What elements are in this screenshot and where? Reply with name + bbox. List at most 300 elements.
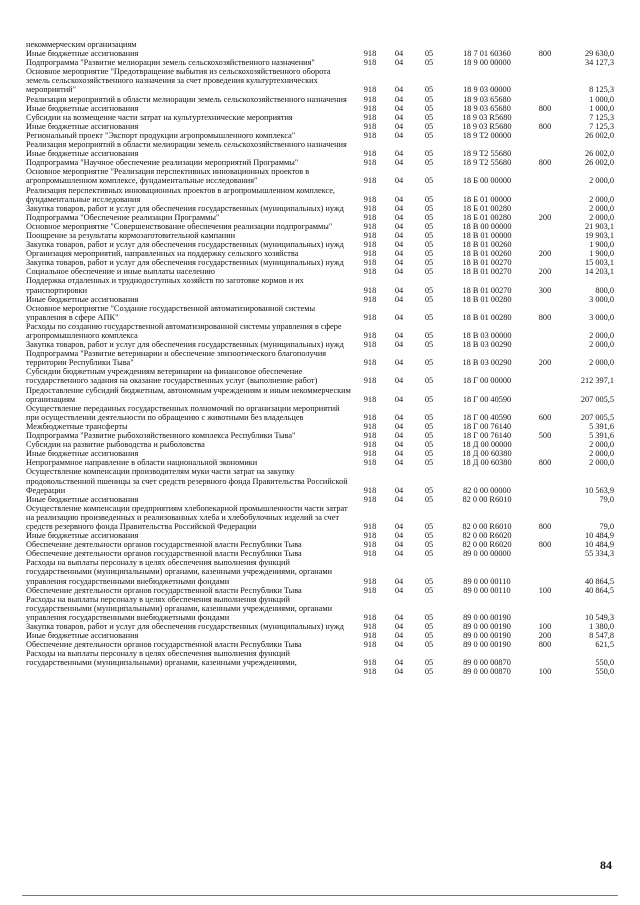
row-pr: 05 xyxy=(424,540,434,550)
row-name: Расходы на выплаты персоналу в целях обеспечения выполнения функций государственными (муниципальными) органами, казенными учреждениями, органами управления государственными внебюджетными фондами xyxy=(26,594,333,622)
row-rz: 04 xyxy=(394,576,404,586)
table-row xyxy=(26,649,614,667)
row-rz: 04 xyxy=(394,85,404,95)
table-row xyxy=(26,104,614,113)
table-row xyxy=(26,467,614,494)
table-row xyxy=(26,95,614,104)
row-sum: 40 864,5 xyxy=(584,585,614,595)
row-rz: 04 xyxy=(394,58,404,68)
row-csr: 18 9 T2 55680 xyxy=(462,158,512,168)
row-name: Закупка товаров, работ и услуг для обеспечения государственных (муниципальных) нужд xyxy=(26,340,344,350)
row-sum: 34 127,3 xyxy=(584,58,614,68)
row-csr: 18 В 01 00000 xyxy=(462,230,512,240)
row-vedom: 918 xyxy=(363,440,377,450)
row-sum: 1 000,0 xyxy=(589,103,614,113)
row-sum: 15 003,1 xyxy=(584,258,614,268)
row-csr: 89 0 00 00870 xyxy=(463,658,511,668)
row-vedom: 918 xyxy=(363,667,377,677)
row-csr: 18 Б 01 00280 xyxy=(462,203,512,213)
row-pr: 05 xyxy=(424,158,434,168)
row-vr: 800 xyxy=(538,540,552,550)
row-rz: 04 xyxy=(394,149,404,159)
row-csr: 18 В 03 00000 xyxy=(462,331,512,340)
row-pr: 05 xyxy=(424,240,434,250)
row-rz: 04 xyxy=(394,412,404,422)
row-vedom: 918 xyxy=(363,130,377,140)
row-csr: 18 9 03 65680 xyxy=(463,103,511,113)
table-row xyxy=(26,249,614,258)
table-row xyxy=(26,231,614,240)
row-pr: 05 xyxy=(424,340,434,350)
table-row xyxy=(26,140,614,149)
row-name: Расходы по созданию государственной автоматизированной системы управления в сфере агропромышленного комплекса xyxy=(26,321,342,340)
row-vr: 300 xyxy=(538,285,552,295)
row-name: Подпрограмма "Развитие мелиорации земель сельскохозяйственного назначения" xyxy=(26,58,315,68)
row-sum: 2 000,0 xyxy=(589,440,614,450)
row-pr: 05 xyxy=(424,612,434,622)
table-row xyxy=(26,322,614,340)
row-csr: 18 Б 01 00000 xyxy=(462,194,512,204)
row-pr: 05 xyxy=(424,94,434,104)
row-sum: 5 391,6 xyxy=(589,431,614,441)
row-pr: 05 xyxy=(424,458,434,468)
row-vedom: 918 xyxy=(363,331,377,340)
row-name: Социальное обеспечение и иные выплаты населению xyxy=(26,267,215,277)
row-sum: 29 630,0 xyxy=(584,49,614,59)
table-row xyxy=(26,367,614,385)
row-pr: 05 xyxy=(424,194,434,204)
row-rz: 04 xyxy=(394,285,404,295)
row-name: Иные бюджетные ассигнования xyxy=(26,49,139,59)
table-row xyxy=(26,267,614,276)
row-vedom: 918 xyxy=(363,212,377,222)
row-vr: 100 xyxy=(538,585,552,595)
row-vr: 800 xyxy=(538,121,552,131)
row-csr: 18 Д 00 60380 xyxy=(462,449,512,459)
row-vedom: 918 xyxy=(363,203,377,213)
row-name: Основное мероприятие "Предотвращение выбытия из сельскохозяйственного оборота земель сельскохозяйственного назначения за счет проведения культуртехнических мероприятий" xyxy=(26,67,331,95)
row-rz: 04 xyxy=(394,240,404,250)
table-row xyxy=(26,504,614,531)
row-sum: 7 125,3 xyxy=(589,121,614,131)
row-pr: 05 xyxy=(424,230,434,240)
row-vedom: 918 xyxy=(363,49,377,59)
table-row xyxy=(26,276,614,294)
row-csr: 89 0 00 00190 xyxy=(463,631,511,641)
table-row xyxy=(26,158,614,167)
row-rz: 04 xyxy=(394,440,404,450)
row-csr: 18 В 01 00280 xyxy=(462,312,512,322)
row-pr: 05 xyxy=(424,549,434,559)
bottom-rule xyxy=(22,895,618,896)
row-rz: 04 xyxy=(394,49,404,59)
row-rz: 04 xyxy=(394,612,404,622)
row-vedom: 918 xyxy=(363,412,377,422)
row-sum: 10 563,9 xyxy=(584,485,614,495)
row-csr: 89 0 00 00190 xyxy=(463,612,511,622)
table-row xyxy=(26,131,614,140)
row-csr: 18 Г 00 40590 xyxy=(462,394,512,404)
table-row xyxy=(26,404,614,422)
table-row xyxy=(26,204,614,213)
row-vr: 800 xyxy=(538,158,552,168)
row-sum: 550,0 xyxy=(595,658,614,668)
row-rz: 04 xyxy=(394,176,404,186)
row-name: Подпрограмма "Обеспечение реализации Программы" xyxy=(26,212,220,222)
row-csr: 18 9 03 00000 xyxy=(463,85,511,95)
row-sum: 8 547,8 xyxy=(589,631,614,641)
row-csr: 82 0 00 R6010 xyxy=(462,494,512,504)
row-sum: 5 391,6 xyxy=(589,421,614,431)
row-csr: 18 Д 00 60380 xyxy=(462,458,512,468)
row-vedom: 918 xyxy=(363,158,377,168)
row-name: Обеспечение деятельности органов государственной власти Республики Тыва xyxy=(26,585,302,595)
row-pr: 05 xyxy=(424,49,434,59)
row-csr: 82 0 00 R6020 xyxy=(462,540,512,550)
row-vr: 200 xyxy=(538,267,552,277)
row-name: Иные бюджетные ассигнования xyxy=(26,149,139,159)
row-vr: 800 xyxy=(538,312,552,322)
row-csr: 18 9 03 R5680 xyxy=(462,112,512,122)
table-row xyxy=(26,40,614,49)
row-sum: 2 000,0 xyxy=(589,331,614,340)
row-rz: 04 xyxy=(394,358,404,368)
table-row xyxy=(26,304,614,322)
row-sum: 10 549,3 xyxy=(584,612,614,622)
table-row xyxy=(26,213,614,222)
row-rz: 04 xyxy=(394,421,404,431)
row-sum: 621,5 xyxy=(595,640,614,650)
row-name: Закупка товаров, работ и услуг для обеспечения государственных (муниципальных) нужд xyxy=(26,240,344,250)
row-rz: 04 xyxy=(394,494,404,504)
table-row xyxy=(26,167,614,185)
row-vr: 800 xyxy=(538,49,552,59)
row-sum: 8 125,3 xyxy=(589,85,614,95)
row-sum: 79,0 xyxy=(599,521,614,531)
row-csr: 18 В 01 00260 xyxy=(462,240,512,250)
table-row xyxy=(26,113,614,122)
table-row xyxy=(26,67,614,94)
row-vedom: 918 xyxy=(363,421,377,431)
table-row xyxy=(26,540,614,549)
row-name: Обеспечение деятельности органов государственной власти Республики Тыва xyxy=(26,549,302,559)
row-rz: 04 xyxy=(394,640,404,650)
row-pr: 05 xyxy=(424,267,434,277)
row-pr: 05 xyxy=(424,121,434,131)
table-row xyxy=(26,558,614,585)
row-pr: 05 xyxy=(424,176,434,186)
row-vedom: 918 xyxy=(363,85,377,95)
row-rz: 04 xyxy=(394,622,404,631)
row-vedom: 918 xyxy=(363,121,377,131)
row-rz: 04 xyxy=(394,376,404,386)
row-sum: 14 203,1 xyxy=(584,267,614,277)
row-sum: 26 002,0 xyxy=(584,149,614,159)
row-csr: 82 0 00 R6020 xyxy=(462,531,512,541)
row-vedom: 918 xyxy=(363,221,377,231)
row-name: Подпрограмма "Научное обеспечение реализации мероприятий Программы" xyxy=(26,158,299,168)
row-vedom: 918 xyxy=(363,112,377,122)
table-row xyxy=(26,149,614,158)
row-csr: 89 0 00 00190 xyxy=(463,640,511,650)
row-vedom: 918 xyxy=(363,103,377,113)
row-vedom: 918 xyxy=(363,658,377,668)
row-name: Субсидии на развитие рыбоводства и рыболовства xyxy=(26,440,205,450)
row-vedom: 918 xyxy=(363,176,377,186)
row-sum: 1 900,0 xyxy=(589,240,614,250)
row-sum: 26 002,0 xyxy=(584,130,614,140)
row-vedom: 918 xyxy=(363,494,377,504)
row-vr: 100 xyxy=(538,622,552,631)
row-vedom: 918 xyxy=(363,622,377,631)
row-name: Основное мероприятие "Совершенствование обеспечения реализации подпрограммы" xyxy=(26,221,333,231)
row-pr: 05 xyxy=(424,667,434,677)
row-csr: 18 9 03 R5680 xyxy=(462,121,512,131)
row-pr: 05 xyxy=(424,221,434,231)
row-vedom: 918 xyxy=(363,521,377,531)
row-name: Иные бюджетные ассигнования xyxy=(26,494,139,504)
row-rz: 04 xyxy=(394,631,404,641)
row-pr: 05 xyxy=(424,331,434,340)
row-rz: 04 xyxy=(394,340,404,350)
row-name: Поддержка отдаленных и труднодоступных хозяйств по заготовке кормов и их транспортировки xyxy=(26,276,304,295)
table-row xyxy=(26,449,614,458)
row-rz: 04 xyxy=(394,540,404,550)
row-name: Закупка товаров, работ и услуг для обеспечения государственных (муниципальных) нужд xyxy=(26,203,344,213)
table-body xyxy=(26,40,614,677)
row-csr: 82 0 00 R6010 xyxy=(462,521,512,531)
row-sum: 7 125,3 xyxy=(589,112,614,122)
row-sum: 2 000,0 xyxy=(589,458,614,468)
row-vedom: 918 xyxy=(363,431,377,441)
row-csr: 18 Д 00 00000 xyxy=(462,440,512,450)
row-name: Основное мероприятие "Реализация перспективных инновационных проектов в агропромышленном комплексе, фундаментальные исследования" xyxy=(26,167,310,186)
row-name: Иные бюджетные ассигнования xyxy=(26,531,139,541)
row-vedom: 918 xyxy=(363,376,377,386)
row-name: Подпрограмма "Развитие рыбохозяйственного комплекса Республики Тыва" xyxy=(26,431,296,441)
row-pr: 05 xyxy=(424,376,434,386)
row-rz: 04 xyxy=(394,531,404,541)
table-row xyxy=(26,122,614,131)
row-vedom: 918 xyxy=(363,358,377,368)
row-csr: 18 В 01 00280 xyxy=(462,294,512,304)
table-row xyxy=(26,531,614,540)
row-pr: 05 xyxy=(424,249,434,259)
row-csr: 18 Г 00 00000 xyxy=(462,376,512,386)
row-vedom: 918 xyxy=(363,240,377,250)
row-rz: 04 xyxy=(394,203,404,213)
table-row xyxy=(26,386,614,404)
row-vedom: 918 xyxy=(363,585,377,595)
row-csr: 18 В 01 00260 xyxy=(462,249,512,259)
row-vedom: 918 xyxy=(363,312,377,322)
row-vedom: 918 xyxy=(363,285,377,295)
row-csr: 89 0 00 00110 xyxy=(463,585,511,595)
row-rz: 04 xyxy=(394,158,404,168)
row-sum: 21 903,1 xyxy=(584,221,614,231)
row-rz: 04 xyxy=(394,394,404,404)
row-pr: 05 xyxy=(424,585,434,595)
row-csr: 18 Г 00 76140 xyxy=(462,421,512,431)
row-pr: 05 xyxy=(424,358,434,368)
table-row xyxy=(26,186,614,204)
row-sum: 1 000,0 xyxy=(589,94,614,104)
row-vedom: 918 xyxy=(363,340,377,350)
row-rz: 04 xyxy=(394,331,404,340)
row-rz: 04 xyxy=(394,658,404,668)
row-sum: 2 000,0 xyxy=(589,358,614,368)
table-row xyxy=(26,422,614,431)
row-rz: 04 xyxy=(394,121,404,131)
row-sum: 550,0 xyxy=(595,667,614,677)
table-row xyxy=(26,440,614,449)
row-pr: 05 xyxy=(424,212,434,222)
row-vedom: 918 xyxy=(363,631,377,641)
row-name: Подпрограмма "Развитие ветеринарии и обеспечение эпизоотического благополучия территории Республики Тыва" xyxy=(26,349,327,368)
row-name: Реализация мероприятий в области мелиорации земель сельскохозяйственного назначения xyxy=(26,94,347,104)
row-name: Обеспечение деятельности органов государственной власти Республики Тыва xyxy=(26,640,302,650)
row-pr: 05 xyxy=(424,658,434,668)
row-sum: 10 484,9 xyxy=(584,531,614,541)
row-csr: 82 0 00 00000 xyxy=(463,485,511,495)
row-sum: 207 005,5 xyxy=(580,394,614,404)
row-pr: 05 xyxy=(424,149,434,159)
row-sum: 800,0 xyxy=(595,285,614,295)
row-name: Иные бюджетные ассигнования xyxy=(26,294,139,304)
row-rz: 04 xyxy=(394,449,404,459)
row-sum: 3 000,0 xyxy=(589,312,614,322)
row-name: Расходы на выплаты персоналу в целях обеспечения выполнения функций государственными (муниципальными) органами, казенными учреждениями, xyxy=(26,649,297,668)
table-row xyxy=(26,258,614,267)
row-sum: 2 000,0 xyxy=(589,212,614,222)
table-row xyxy=(26,640,614,649)
row-pr: 05 xyxy=(424,576,434,586)
row-name: Организация мероприятий, направленных на поддержку сельского хозяйства xyxy=(26,249,299,259)
row-sum: 2 000,0 xyxy=(589,449,614,459)
row-rz: 04 xyxy=(394,549,404,559)
table-row xyxy=(26,595,614,622)
row-vedom: 918 xyxy=(363,94,377,104)
row-name: Основное мероприятие "Создание государственной автоматизированной системы управления в сфере АПК" xyxy=(26,303,316,322)
row-name: Осуществление переданных государственных полномочий по организации мероприятий при осуществлении деятельности по обращению с животными без владельцев xyxy=(26,403,340,422)
row-rz: 04 xyxy=(394,249,404,259)
row-vedom: 918 xyxy=(363,458,377,468)
row-vr: 500 xyxy=(538,431,552,441)
row-rz: 04 xyxy=(394,485,404,495)
row-vr: 800 xyxy=(538,458,552,468)
row-vr: 100 xyxy=(538,667,552,677)
row-name: Осуществление компенсации производителям муки части затрат на закупку продовольственной пшеницы за счет средств резервного фонда Правительства Российской Федерации xyxy=(26,467,348,495)
row-pr: 05 xyxy=(424,631,434,641)
row-vedom: 918 xyxy=(363,249,377,259)
table-row xyxy=(26,240,614,249)
row-pr: 05 xyxy=(424,622,434,631)
row-rz: 04 xyxy=(394,294,404,304)
row-sum: 2 000,0 xyxy=(589,176,614,186)
row-vedom: 918 xyxy=(363,640,377,650)
table-row xyxy=(26,340,614,349)
table-row xyxy=(26,49,614,58)
row-name: Иные бюджетные ассигнования xyxy=(26,103,139,113)
row-csr: 18 Б 01 00280 xyxy=(462,212,512,222)
row-csr: 18 В 00 00000 xyxy=(462,221,512,231)
row-vr: 800 xyxy=(538,103,552,113)
row-csr: 18 В 01 00270 xyxy=(462,285,512,295)
row-sum: 1 900,0 xyxy=(589,249,614,259)
row-vedom: 918 xyxy=(363,549,377,559)
row-vedom: 918 xyxy=(363,267,377,277)
row-name: Реализация мероприятий в области мелиорации земель сельскохозяйственного назначения xyxy=(26,140,347,150)
row-name: Обеспечение деятельности органов государственной власти Республики Тыва xyxy=(26,540,302,550)
row-vr: 800 xyxy=(538,521,552,531)
row-name: Субсидии бюджетным учреждениям ветеринарии на финансовое обеспечение государственного задания на оказание государственных услуг (выполнение работ) xyxy=(26,367,318,386)
row-vedom: 918 xyxy=(363,394,377,404)
row-name: Расходы на выплаты персоналу в целях обеспечения выполнения функций государственными (муниципальными) органами, казенными учреждениями, органами управления государственными внебюджетными фондами xyxy=(26,558,333,586)
row-vedom: 918 xyxy=(363,612,377,622)
row-name: Реализация перспективных инновационных проектов в агропромышленном комплексе, фундаментальные исследования xyxy=(26,185,336,204)
row-vr: 200 xyxy=(538,358,552,368)
row-sum: 55 334,3 xyxy=(584,549,614,559)
row-pr: 05 xyxy=(424,485,434,495)
row-csr: 18 Г 00 40590 xyxy=(462,412,512,422)
row-rz: 04 xyxy=(394,667,404,677)
row-rz: 04 xyxy=(394,103,404,113)
row-vedom: 918 xyxy=(363,449,377,459)
row-pr: 05 xyxy=(424,85,434,95)
budget-table xyxy=(26,40,614,677)
row-sum: 2 000,0 xyxy=(589,203,614,213)
row-vr: 600 xyxy=(538,412,552,422)
row-rz: 04 xyxy=(394,267,404,277)
row-vr: 200 xyxy=(538,249,552,259)
row-name: Поощрение за результаты кормозаготовительной кампании xyxy=(26,230,236,240)
row-csr: 18 9 03 65680 xyxy=(463,94,511,104)
row-sum: 207 005,5 xyxy=(580,412,614,422)
row-pr: 05 xyxy=(424,531,434,541)
table-row xyxy=(26,458,614,467)
row-pr: 05 xyxy=(424,285,434,295)
row-csr: 89 0 00 00870 xyxy=(463,667,511,677)
row-vedom: 918 xyxy=(363,540,377,550)
row-sum: 26 002,0 xyxy=(584,158,614,168)
table-row xyxy=(26,58,614,67)
row-csr: 89 0 00 00000 xyxy=(463,549,511,559)
row-name: Осуществление компенсации предприятиям хлебопекарной промышленности части затрат на реализацию произведенных и реализованных хлеба и хлебобулочных изделий за счет средств резервного фонда Правительства Российской Федерации xyxy=(26,503,348,531)
row-vedom: 918 xyxy=(363,230,377,240)
row-csr: 18 В 01 00270 xyxy=(462,267,512,277)
table-row xyxy=(26,295,614,304)
page-number: 84 xyxy=(600,858,612,872)
row-name: Субсидии на возмещение части затрат на культуртехнические мероприятия xyxy=(26,112,293,122)
row-rz: 04 xyxy=(394,212,404,222)
row-csr: 89 0 00 00110 xyxy=(463,576,511,586)
row-name: Межбюджетные трансферты xyxy=(26,421,128,431)
row-csr: 18 9 T2 55680 xyxy=(462,149,512,159)
row-name: Иные бюджетные ассигнования xyxy=(26,121,139,131)
row-pr: 05 xyxy=(424,294,434,304)
row-pr: 05 xyxy=(424,640,434,650)
row-sum: 19 903,1 xyxy=(584,230,614,240)
row-pr: 05 xyxy=(424,258,434,268)
row-vedom: 918 xyxy=(363,58,377,68)
row-vr: 200 xyxy=(538,212,552,222)
row-sum: 1 380,0 xyxy=(589,622,614,631)
row-pr: 05 xyxy=(424,103,434,113)
row-pr: 05 xyxy=(424,421,434,431)
row-rz: 04 xyxy=(394,521,404,531)
row-rz: 04 xyxy=(394,258,404,268)
row-csr: 18 В 03 00290 xyxy=(462,358,512,368)
